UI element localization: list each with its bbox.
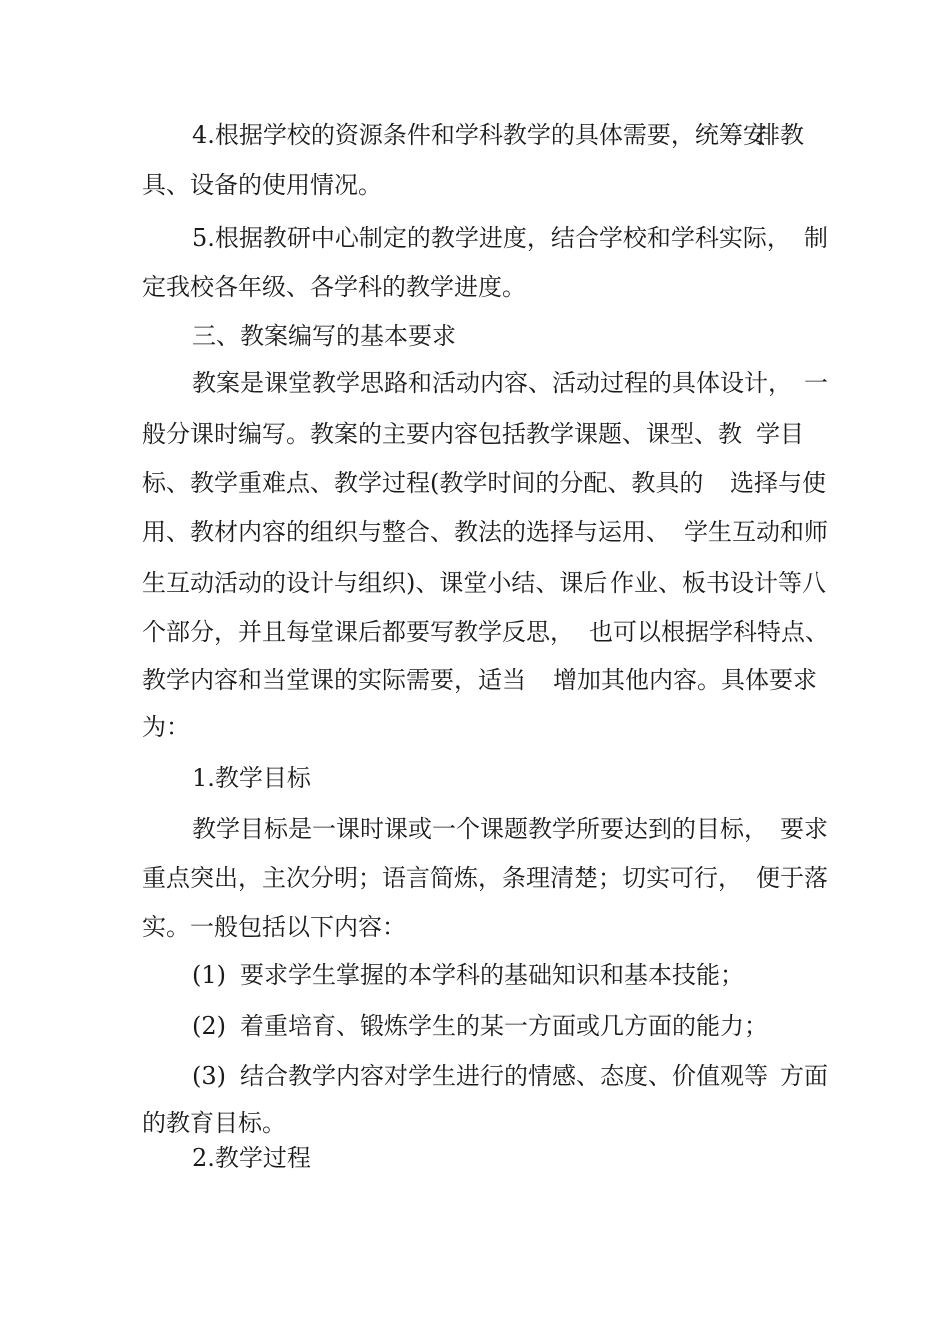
text-segment: 排教: [756, 121, 804, 149]
paragraph-line: [0, 111, 950, 159]
text-segment: 1.教学目标: [192, 764, 311, 792]
text-segment: 5.根据教研中心制定的教学进度，结合学校和学科实际，: [192, 224, 791, 252]
text-segment: 的教育目标。: [142, 1109, 286, 1137]
paragraph-line: [0, 459, 950, 507]
text-segment: 用、教材内容的组织与整合、教法的选择与运用、: [142, 518, 670, 546]
text-segment: 2.教学过程: [192, 1144, 311, 1172]
text-segment: 要求: [780, 815, 828, 843]
paragraph-line: [0, 359, 950, 407]
text-segment: 方面: [780, 1062, 828, 1090]
text-segment: 学目: [756, 420, 804, 448]
text-segment: 定我校各年级、各学科的教学进度。: [142, 273, 526, 301]
paragraph-line: [0, 703, 950, 751]
list-item-number: (1): [192, 961, 226, 989]
paragraph-line: [0, 161, 950, 209]
text-segment: 增加其他内容。具体要求: [553, 666, 817, 694]
text-segment: 4.根据学校的资源条件和学科教学的具体需要，统筹安: [192, 121, 767, 149]
list-item-number: (3): [192, 1062, 226, 1090]
text-segment: 也可以根据学科特点、: [589, 618, 829, 646]
subsection-heading: [0, 754, 950, 802]
list-item: [0, 1002, 950, 1050]
text-segment: 结合教学内容对学生进行的情感、态度、价值观等: [240, 1062, 768, 1090]
text-segment: 实。一般包括以下内容：: [142, 913, 406, 941]
text-segment: 具、设备的使用情况。: [142, 171, 382, 199]
section-heading: [0, 312, 950, 360]
text-segment: 生互动活动的设计与组织)、课堂小结、课后: [142, 569, 608, 597]
text-segment: 教学目标是一课时课或一个课题教学所要达到的目标，: [192, 815, 768, 843]
text-segment: 学生互动和师: [684, 518, 828, 546]
paragraph-line: [0, 656, 950, 704]
paragraph-line: [0, 410, 950, 458]
text-segment: 一: [804, 369, 828, 397]
text-segment: 制: [804, 224, 828, 252]
subsection-heading: [0, 1134, 950, 1182]
text-segment: 作业、板书设计等八: [610, 569, 826, 597]
text-segment: 三、教案编写的基本要求: [192, 322, 456, 350]
paragraph-line: [0, 214, 950, 262]
paragraph-line: [0, 263, 950, 311]
text-segment: 着重培育、锻炼学生的某一方面或几方面的能力；: [240, 1012, 768, 1040]
text-segment: 便于落: [756, 864, 828, 892]
paragraph-line: [0, 508, 950, 556]
list-item-number: (2): [192, 1012, 226, 1040]
list-item: [0, 1052, 950, 1100]
text-segment: 选择与使: [730, 469, 826, 497]
paragraph-line: [0, 805, 950, 853]
text-segment: 教案是课堂教学思路和活动内容、活动过程的具体设计，: [192, 369, 792, 397]
text-segment: 要求学生掌握的本学科的基础知识和基本技能；: [240, 961, 744, 989]
paragraph-line: [0, 854, 950, 902]
text-segment: 重点突出，主次分明；语言简炼，条理清楚；切实可行，: [142, 864, 742, 892]
text-segment: 教学内容和当堂课的实际需要，适当: [142, 666, 526, 694]
paragraph-line: [0, 903, 950, 951]
text-segment: 个部分，并且每堂课后都要写教学反思，: [142, 618, 574, 646]
paragraph-line: [0, 559, 950, 607]
text-segment: 为：: [142, 713, 190, 741]
text-segment: 标、教学重难点、教学过程(教学时间的分配、教具的: [142, 469, 704, 497]
list-item: [0, 951, 950, 999]
paragraph-line: [0, 608, 950, 656]
text-segment: 般分课时编写。教案的主要内容包括教学课题、课型、教: [142, 420, 742, 448]
